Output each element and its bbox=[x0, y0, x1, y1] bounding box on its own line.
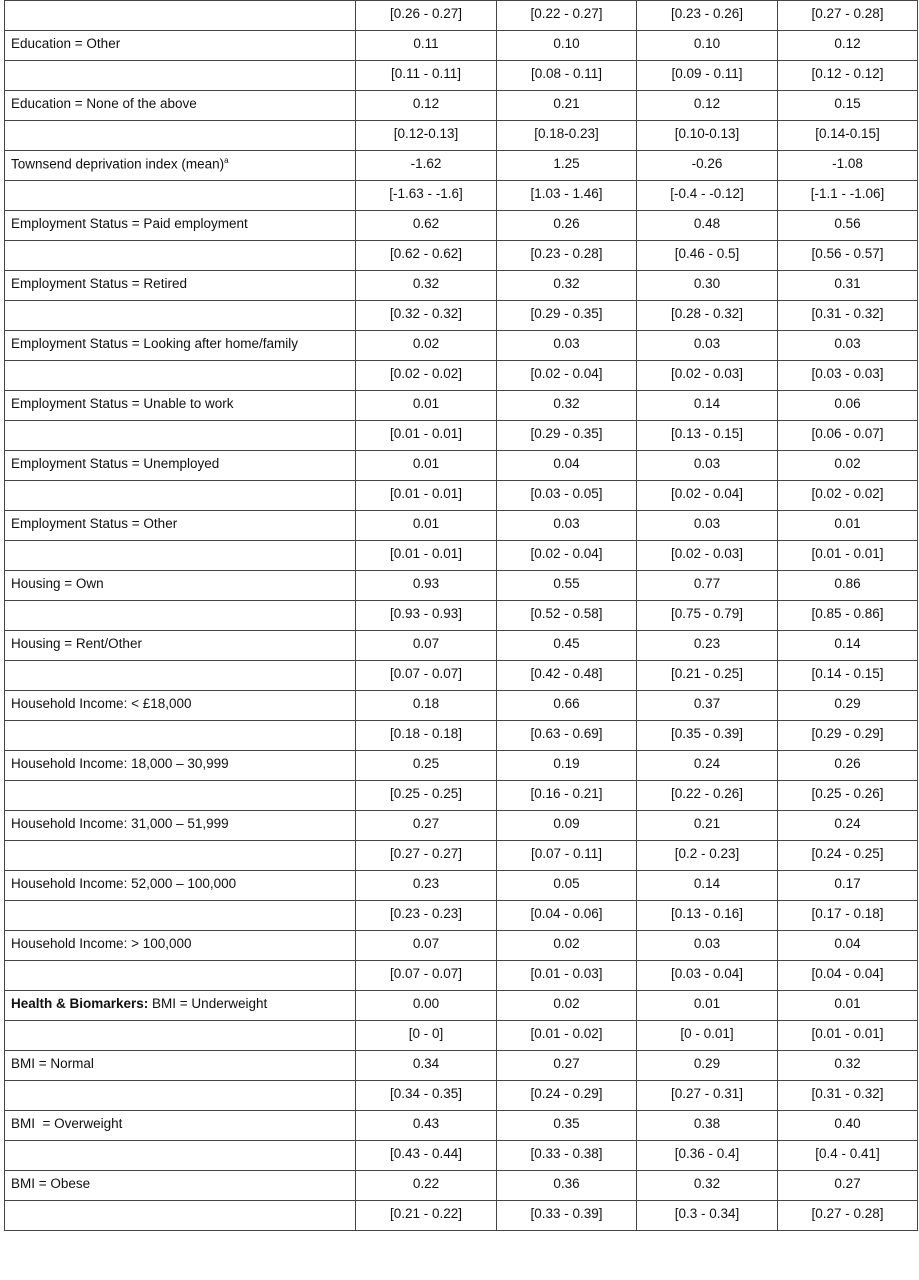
value-cell: [0.18-0.23] bbox=[497, 121, 637, 151]
value-cell: 0.30 bbox=[637, 271, 778, 301]
value-cell: 0.66 bbox=[497, 691, 637, 721]
value-cell: 0.02 bbox=[778, 451, 918, 481]
value-cell: [0.27 - 0.28] bbox=[778, 1201, 918, 1231]
value-cell: [1.03 - 1.46] bbox=[497, 181, 637, 211]
value-cell: 0.32 bbox=[637, 1171, 778, 1201]
value-cell: 0.25 bbox=[356, 751, 497, 781]
row-label bbox=[5, 61, 356, 91]
value-cell: 0.43 bbox=[356, 1111, 497, 1141]
value-cell: [0.33 - 0.38] bbox=[497, 1141, 637, 1171]
value-cell: [0.03 - 0.04] bbox=[637, 961, 778, 991]
table-row bbox=[5, 541, 918, 571]
row-label bbox=[5, 901, 356, 931]
row-label bbox=[5, 481, 356, 511]
value-cell: [0.07 - 0.07] bbox=[356, 661, 497, 691]
table-row bbox=[5, 301, 918, 331]
table-row bbox=[5, 31, 918, 61]
value-cell: [0.46 - 0.5] bbox=[637, 241, 778, 271]
row-label bbox=[5, 241, 356, 271]
value-cell: 0.01 bbox=[356, 391, 497, 421]
row-label-text: Household Income: > 100,000 bbox=[11, 936, 192, 951]
value-cell: 0.06 bbox=[778, 391, 918, 421]
row-label bbox=[5, 331, 356, 361]
table-row bbox=[5, 1141, 918, 1171]
row-label bbox=[5, 1201, 356, 1231]
value-cell: [0.02 - 0.03] bbox=[637, 361, 778, 391]
value-cell: [0.28 - 0.32] bbox=[637, 301, 778, 331]
table-row bbox=[5, 511, 918, 541]
value-cell: [0.10-0.13] bbox=[637, 121, 778, 151]
row-label bbox=[5, 541, 356, 571]
table-row bbox=[5, 451, 918, 481]
value-cell: 0.03 bbox=[497, 511, 637, 541]
value-cell: 0.02 bbox=[497, 931, 637, 961]
table-row bbox=[5, 1201, 918, 1231]
value-cell: 0.10 bbox=[497, 31, 637, 61]
value-cell: [0.03 - 0.05] bbox=[497, 481, 637, 511]
value-cell: [0.35 - 0.39] bbox=[637, 721, 778, 751]
value-cell: 0.03 bbox=[637, 931, 778, 961]
value-cell: 0.24 bbox=[637, 751, 778, 781]
value-cell: 0.01 bbox=[356, 511, 497, 541]
value-cell: -0.26 bbox=[637, 151, 778, 181]
value-cell: 0.38 bbox=[637, 1111, 778, 1141]
value-cell: [0.02 - 0.03] bbox=[637, 541, 778, 571]
row-label-text: BMI = Obese bbox=[11, 1176, 91, 1191]
value-cell: 0.27 bbox=[497, 1051, 637, 1081]
row-label bbox=[5, 301, 356, 331]
row-label bbox=[5, 1141, 356, 1171]
value-cell: 0.12 bbox=[637, 91, 778, 121]
value-cell: [0.31 - 0.32] bbox=[778, 301, 918, 331]
value-cell: [0.08 - 0.11] bbox=[497, 61, 637, 91]
value-cell: [0.3 - 0.34] bbox=[637, 1201, 778, 1231]
value-cell: 0.40 bbox=[778, 1111, 918, 1141]
value-cell: 0.93 bbox=[356, 571, 497, 601]
row-label-text: Education = Other bbox=[11, 36, 121, 51]
value-cell: [0.21 - 0.25] bbox=[637, 661, 778, 691]
row-label bbox=[5, 1081, 356, 1111]
row-label-text: BMI = Overweight bbox=[11, 1116, 123, 1131]
value-cell: [0.09 - 0.11] bbox=[637, 61, 778, 91]
value-cell: [0.01 - 0.01] bbox=[356, 541, 497, 571]
row-label bbox=[5, 181, 356, 211]
value-cell: 0.12 bbox=[356, 91, 497, 121]
value-cell: 0.21 bbox=[637, 811, 778, 841]
table-row bbox=[5, 271, 918, 301]
table-row bbox=[5, 631, 918, 661]
table-row bbox=[5, 721, 918, 751]
value-cell: [0.27 - 0.31] bbox=[637, 1081, 778, 1111]
value-cell: 0.07 bbox=[356, 631, 497, 661]
value-cell: 0.00 bbox=[356, 991, 497, 1021]
table-row bbox=[5, 751, 918, 781]
row-label-text: Housing = Own bbox=[11, 576, 104, 591]
value-cell: [0.02 - 0.04] bbox=[497, 361, 637, 391]
value-cell: [0.36 - 0.4] bbox=[637, 1141, 778, 1171]
value-cell: 0.26 bbox=[497, 211, 637, 241]
value-cell: 0.19 bbox=[497, 751, 637, 781]
value-cell: [0.25 - 0.25] bbox=[356, 781, 497, 811]
value-cell: [0.16 - 0.21] bbox=[497, 781, 637, 811]
value-cell: 0.14 bbox=[637, 391, 778, 421]
value-cell: 0.31 bbox=[778, 271, 918, 301]
value-cell: 0.32 bbox=[356, 271, 497, 301]
value-cell: 0.29 bbox=[778, 691, 918, 721]
value-cell: [0.01 - 0.03] bbox=[497, 961, 637, 991]
table-row bbox=[5, 241, 918, 271]
value-cell: [0.29 - 0.29] bbox=[778, 721, 918, 751]
table-row bbox=[5, 1051, 918, 1081]
table-row bbox=[5, 661, 918, 691]
row-label-text: Employment Status = Looking after home/family bbox=[11, 336, 299, 351]
value-cell: [0.2 - 0.23] bbox=[637, 841, 778, 871]
value-cell: 0.32 bbox=[497, 391, 637, 421]
value-cell: [0.02 - 0.02] bbox=[356, 361, 497, 391]
row-label-text: Employment Status = Paid employment bbox=[11, 216, 248, 231]
table-row bbox=[5, 691, 918, 721]
table-row bbox=[5, 331, 918, 361]
value-cell: 0.23 bbox=[356, 871, 497, 901]
row-label-text: BMI = Underweight bbox=[148, 996, 268, 1011]
value-cell: 0.55 bbox=[497, 571, 637, 601]
value-cell: [0.43 - 0.44] bbox=[356, 1141, 497, 1171]
value-cell: 0.56 bbox=[778, 211, 918, 241]
value-cell: [0.27 - 0.28] bbox=[778, 1, 918, 31]
value-cell: [0.25 - 0.26] bbox=[778, 781, 918, 811]
row-label bbox=[5, 571, 356, 601]
value-cell: 0.01 bbox=[778, 991, 918, 1021]
value-cell: [0.62 - 0.62] bbox=[356, 241, 497, 271]
value-cell: 0.45 bbox=[497, 631, 637, 661]
row-label bbox=[5, 451, 356, 481]
value-cell: [0.23 - 0.23] bbox=[356, 901, 497, 931]
value-cell: 0.07 bbox=[356, 931, 497, 961]
value-cell: 0.29 bbox=[637, 1051, 778, 1081]
value-cell: -1.62 bbox=[356, 151, 497, 181]
value-cell: 0.23 bbox=[637, 631, 778, 661]
value-cell: [0.32 - 0.32] bbox=[356, 301, 497, 331]
value-cell: [0.29 - 0.35] bbox=[497, 301, 637, 331]
value-cell: 0.77 bbox=[637, 571, 778, 601]
table-row bbox=[5, 61, 918, 91]
table-row bbox=[5, 1111, 918, 1141]
value-cell: [0.29 - 0.35] bbox=[497, 421, 637, 451]
row-label bbox=[5, 1, 356, 31]
value-cell: [0.26 - 0.27] bbox=[356, 1, 497, 31]
row-label bbox=[5, 841, 356, 871]
value-cell: [0.14 - 0.15] bbox=[778, 661, 918, 691]
value-cell: 0.02 bbox=[356, 331, 497, 361]
row-label-text: Employment Status = Other bbox=[11, 516, 178, 531]
value-cell: 0.21 bbox=[497, 91, 637, 121]
value-cell: 0.24 bbox=[778, 811, 918, 841]
footnote-marker: a bbox=[224, 156, 229, 165]
table-row bbox=[5, 91, 918, 121]
row-label bbox=[5, 811, 356, 841]
value-cell: [0.01 - 0.01] bbox=[778, 541, 918, 571]
table-row bbox=[5, 1, 918, 31]
row-label-text: BMI = Normal bbox=[11, 1056, 94, 1071]
value-cell: [0.04 - 0.06] bbox=[497, 901, 637, 931]
value-cell: [0.24 - 0.25] bbox=[778, 841, 918, 871]
table-row bbox=[5, 871, 918, 901]
table-row bbox=[5, 211, 918, 241]
table-row bbox=[5, 151, 918, 181]
value-cell: 0.62 bbox=[356, 211, 497, 241]
value-cell: [0.04 - 0.04] bbox=[778, 961, 918, 991]
value-cell: 0.17 bbox=[778, 871, 918, 901]
table-row bbox=[5, 121, 918, 151]
value-cell: [0.03 - 0.03] bbox=[778, 361, 918, 391]
value-cell: [0.42 - 0.48] bbox=[497, 661, 637, 691]
table-row bbox=[5, 421, 918, 451]
value-cell: [0.13 - 0.15] bbox=[637, 421, 778, 451]
table-row bbox=[5, 841, 918, 871]
value-cell: 0.12 bbox=[778, 31, 918, 61]
value-cell: 0.34 bbox=[356, 1051, 497, 1081]
value-cell: 0.14 bbox=[778, 631, 918, 661]
row-label bbox=[5, 991, 356, 1021]
value-cell: [0.27 - 0.27] bbox=[356, 841, 497, 871]
table-body bbox=[5, 1, 918, 1231]
value-cell: [0.13 - 0.16] bbox=[637, 901, 778, 931]
value-cell: [0.12 - 0.12] bbox=[778, 61, 918, 91]
value-cell: 0.05 bbox=[497, 871, 637, 901]
value-cell: 0.35 bbox=[497, 1111, 637, 1141]
value-cell: [0.52 - 0.58] bbox=[497, 601, 637, 631]
value-cell: [0.21 - 0.22] bbox=[356, 1201, 497, 1231]
value-cell: [0.4 - 0.41] bbox=[778, 1141, 918, 1171]
value-cell: 0.27 bbox=[356, 811, 497, 841]
row-label bbox=[5, 1021, 356, 1051]
row-label-text: Household Income: 31,000 – 51,999 bbox=[11, 816, 229, 831]
table-row bbox=[5, 961, 918, 991]
value-cell: [0.18 - 0.18] bbox=[356, 721, 497, 751]
value-cell: 0.10 bbox=[637, 31, 778, 61]
value-cell: [0.07 - 0.11] bbox=[497, 841, 637, 871]
row-label-text: Townsend deprivation index (mean) bbox=[11, 156, 225, 172]
row-label bbox=[5, 1171, 356, 1201]
row-label-text: Employment Status = Retired bbox=[11, 276, 187, 291]
value-cell: 0.18 bbox=[356, 691, 497, 721]
row-label bbox=[5, 91, 356, 121]
value-cell: 1.25 bbox=[497, 151, 637, 181]
value-cell: 0.22 bbox=[356, 1171, 497, 1201]
value-cell: [0.06 - 0.07] bbox=[778, 421, 918, 451]
row-label bbox=[5, 271, 356, 301]
value-cell: [0 - 0] bbox=[356, 1021, 497, 1051]
table-row bbox=[5, 181, 918, 211]
table-row bbox=[5, 481, 918, 511]
value-cell: 0.48 bbox=[637, 211, 778, 241]
value-cell: [-0.4 - -0.12] bbox=[637, 181, 778, 211]
value-cell: 0.36 bbox=[497, 1171, 637, 1201]
value-cell: 0.26 bbox=[778, 751, 918, 781]
value-cell: [0.02 - 0.02] bbox=[778, 481, 918, 511]
row-label bbox=[5, 961, 356, 991]
value-cell: 0.03 bbox=[637, 451, 778, 481]
table-row bbox=[5, 1171, 918, 1201]
value-cell: 0.86 bbox=[778, 571, 918, 601]
value-cell: [-1.63 - -1.6] bbox=[356, 181, 497, 211]
row-label bbox=[5, 1051, 356, 1081]
row-label-text: Housing = Rent/Other bbox=[11, 636, 142, 651]
row-label bbox=[5, 631, 356, 661]
value-cell: 0.09 bbox=[497, 811, 637, 841]
value-cell: [0.22 - 0.26] bbox=[637, 781, 778, 811]
row-label bbox=[5, 931, 356, 961]
value-cell: [0.85 - 0.86] bbox=[778, 601, 918, 631]
value-cell: [0.01 - 0.02] bbox=[497, 1021, 637, 1051]
value-cell: [0.02 - 0.04] bbox=[637, 481, 778, 511]
table-row bbox=[5, 1081, 918, 1111]
value-cell: 0.01 bbox=[637, 991, 778, 1021]
value-cell: 0.32 bbox=[497, 271, 637, 301]
value-cell: [0.14-0.15] bbox=[778, 121, 918, 151]
row-label-text: Education = None of the above bbox=[11, 96, 197, 111]
value-cell: 0.27 bbox=[778, 1171, 918, 1201]
value-cell: [0.75 - 0.79] bbox=[637, 601, 778, 631]
row-label-text: Household Income: 52,000 – 100,000 bbox=[11, 876, 237, 891]
value-cell: [0.12-0.13] bbox=[356, 121, 497, 151]
row-label-text: Employment Status = Unable to work bbox=[11, 396, 234, 411]
value-cell: [0.31 - 0.32] bbox=[778, 1081, 918, 1111]
row-label bbox=[5, 601, 356, 631]
value-cell: 0.03 bbox=[778, 331, 918, 361]
table-row bbox=[5, 361, 918, 391]
value-cell: [0.17 - 0.18] bbox=[778, 901, 918, 931]
value-cell: [0.01 - 0.01] bbox=[356, 421, 497, 451]
row-label-text: Employment Status = Unemployed bbox=[11, 456, 220, 471]
row-label bbox=[5, 781, 356, 811]
row-label bbox=[5, 421, 356, 451]
value-cell: 0.03 bbox=[637, 511, 778, 541]
row-label-text: Household Income: 18,000 – 30,999 bbox=[11, 756, 229, 771]
value-cell: [0.63 - 0.69] bbox=[497, 721, 637, 751]
value-cell: [0.22 - 0.27] bbox=[497, 1, 637, 31]
value-cell: [0.11 - 0.11] bbox=[356, 61, 497, 91]
value-cell: [0.24 - 0.29] bbox=[497, 1081, 637, 1111]
row-label bbox=[5, 121, 356, 151]
value-cell: [0.02 - 0.04] bbox=[497, 541, 637, 571]
row-label bbox=[5, 211, 356, 241]
row-label-text: Household Income: < £18,000 bbox=[11, 696, 192, 711]
value-cell: [0.01 - 0.01] bbox=[778, 1021, 918, 1051]
value-cell: [0.01 - 0.01] bbox=[356, 481, 497, 511]
row-label bbox=[5, 511, 356, 541]
value-cell: [0.56 - 0.57] bbox=[778, 241, 918, 271]
row-label bbox=[5, 151, 356, 181]
value-cell: 0.32 bbox=[778, 1051, 918, 1081]
row-label bbox=[5, 871, 356, 901]
data-table bbox=[4, 0, 918, 1231]
table-row bbox=[5, 1021, 918, 1051]
value-cell: 0.01 bbox=[356, 451, 497, 481]
row-label bbox=[5, 721, 356, 751]
value-cell: 0.03 bbox=[637, 331, 778, 361]
value-cell: [0.07 - 0.07] bbox=[356, 961, 497, 991]
table-row bbox=[5, 901, 918, 931]
value-cell: [-1.1 - -1.06] bbox=[778, 181, 918, 211]
row-label bbox=[5, 1111, 356, 1141]
value-cell: 0.15 bbox=[778, 91, 918, 121]
value-cell: [0.34 - 0.35] bbox=[356, 1081, 497, 1111]
row-label bbox=[5, 691, 356, 721]
value-cell: 0.11 bbox=[356, 31, 497, 61]
row-label bbox=[5, 361, 356, 391]
table-row bbox=[5, 931, 918, 961]
table-row bbox=[5, 571, 918, 601]
table-row bbox=[5, 601, 918, 631]
value-cell: 0.04 bbox=[497, 451, 637, 481]
table-row bbox=[5, 391, 918, 421]
table-row bbox=[5, 991, 918, 1021]
value-cell: 0.04 bbox=[778, 931, 918, 961]
row-label bbox=[5, 661, 356, 691]
value-cell: [0.93 - 0.93] bbox=[356, 601, 497, 631]
value-cell: 0.02 bbox=[497, 991, 637, 1021]
table-row bbox=[5, 781, 918, 811]
row-label bbox=[5, 751, 356, 781]
value-cell: 0.37 bbox=[637, 691, 778, 721]
value-cell: [0.23 - 0.26] bbox=[637, 1, 778, 31]
row-label bbox=[5, 391, 356, 421]
value-cell: 0.14 bbox=[637, 871, 778, 901]
value-cell: 0.01 bbox=[778, 511, 918, 541]
value-cell: [0.23 - 0.28] bbox=[497, 241, 637, 271]
value-cell: 0.03 bbox=[497, 331, 637, 361]
value-cell: [0.33 - 0.39] bbox=[497, 1201, 637, 1231]
section-heading: Health & Biomarkers: bbox=[11, 996, 149, 1011]
value-cell: [0 - 0.01] bbox=[637, 1021, 778, 1051]
table-row bbox=[5, 811, 918, 841]
value-cell: -1.08 bbox=[778, 151, 918, 181]
row-label bbox=[5, 31, 356, 61]
